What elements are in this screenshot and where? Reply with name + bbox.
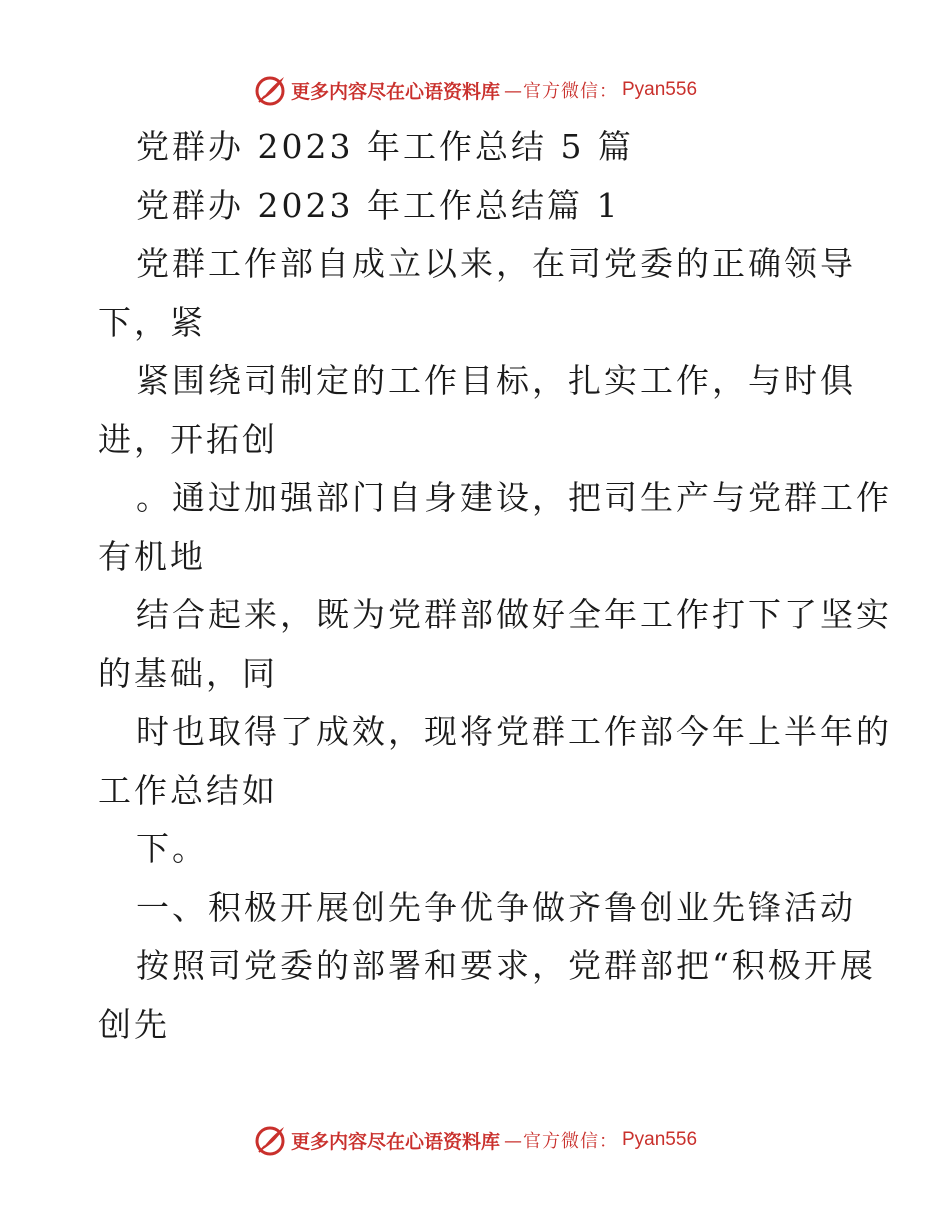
paragraph-line: 下，紧 — [98, 302, 206, 342]
subsection-heading: 一、积极开展创先争优争做齐鲁创业先锋活动 — [136, 887, 856, 927]
watermark-sub-text: —官方微信： — [504, 81, 618, 102]
paragraph-line: 创先 — [98, 1004, 170, 1044]
watermark-main-text: 更多内容尽在心语资料库 — [290, 1130, 500, 1153]
paragraph-line: 紧围绕司制定的工作目标，扎实工作，与时俱 — [136, 361, 856, 400]
paragraph-line: 结合起来，既为党群部做好全年工作打下了坚实 — [136, 595, 892, 634]
doc-title: 党群办 2023 年工作总结 5 篇 — [136, 127, 634, 166]
watermark-sub-text: —官方微信： — [504, 1131, 618, 1152]
paragraph-line: 工作总结如 — [98, 770, 278, 810]
watermark-wechat-id: Pyan556 — [622, 79, 698, 100]
paragraph-line: 进，开拓创 — [98, 419, 278, 459]
watermark-wechat-id: Pyan556 — [622, 1129, 698, 1150]
feather-quill-circle-icon — [253, 1123, 287, 1157]
document-body — [98, 118, 892, 1054]
paragraph-line: 的基础，同 — [98, 653, 278, 693]
paragraph-line: 下。 — [136, 829, 208, 868]
paragraph-line: 按照司党委的部署和要求，党群部把“积极开展 — [136, 946, 876, 985]
feather-quill-circle-icon — [253, 73, 287, 107]
paragraph-line: 党群工作部自成立以来，在司党委的正确领导 — [136, 244, 856, 283]
paragraph-line: 。通过加强部门自身建设，把司生产与党群工作 — [136, 478, 892, 517]
paragraph-line: 有机地 — [98, 536, 206, 576]
watermark-footer — [0, 1120, 950, 1160]
section-heading: 党群办 2023 年工作总结篇 1 — [136, 185, 621, 225]
watermark-header — [0, 70, 950, 110]
paragraph-line: 时也取得了成效，现将党群工作部今年上半年的 — [136, 712, 892, 751]
watermark-main-text: 更多内容尽在心语资料库 — [290, 80, 500, 103]
